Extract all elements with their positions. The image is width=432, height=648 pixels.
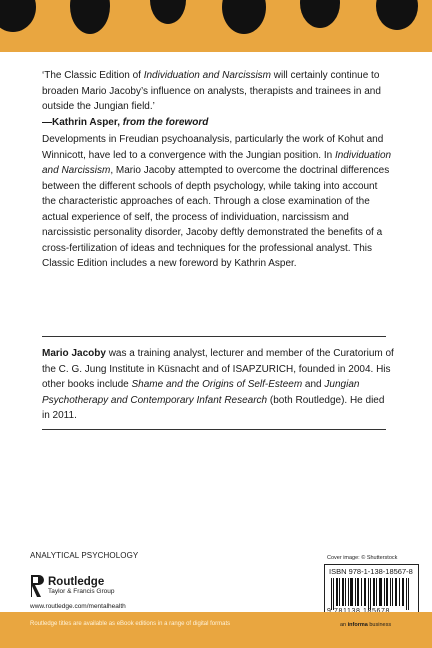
publisher-website: www.routledge.com/mentalhealth [30,603,126,610]
divider-top [42,336,386,337]
attribution-source: from the foreword [122,116,209,128]
informa-business-note [340,622,391,628]
pattern-shape [376,0,418,30]
publisher-name: Routledge [48,576,105,588]
top-pattern-band [0,0,432,52]
bio-book-1: Shame and the Origins of Self-Esteem [131,379,303,390]
pattern-shape [70,0,110,34]
description-book-title: Individuation and Narcissism [42,149,392,176]
author-bio [42,346,394,424]
pattern-shape [150,0,186,24]
quote-attribution [42,117,208,128]
bio-book-2: Jungian Psychotherapy and Contemporary Infant Research [42,379,360,406]
description-text: Developments in Freudian psychoanalysis, particularly the work of Kohut and Winnicott, have led to a convergence with the Jungian position. In [42,134,384,161]
pattern-shape [300,0,340,28]
publisher-logo [30,574,114,598]
endorsement-quote [42,68,394,130]
isbn-number: ISBN 978-1-138-18567-8 [329,567,413,576]
pattern-shape [0,0,36,32]
attribution-name: —Kathrin Asper, [42,116,123,128]
bio-text-end: (both Routledge). He died in 2011. [42,394,385,421]
book-description [42,132,394,272]
note-prefix: an [340,622,348,628]
divider-bottom [42,429,386,430]
cover-image-credit: Cover image: © Shutterstock [327,555,398,561]
ebook-availability-note: Routledge titles are available as eBook editions in a range of digital formats [30,621,231,627]
author-name: Mario Jacoby [42,348,106,359]
informa-brand: informa [347,622,368,628]
routledge-logo-icon [30,574,44,598]
description-text-rest: , Mario Jacoby attempted to overcome the doctrinal differences between the different schools of depth psychology, while taking into account the characteristic approaches of each. Through a close examination of the actual experience of self, the process of individuation, narcissism and narcissistic personality disorder, Jacoby deftly demonstrated the benefits of a cross-fertilization of ideas and techniques for the professional analyst. This Classic Edition includes a new foreword by Kathrin Asper. [42,165,390,269]
pattern-shape [222,0,266,34]
bio-text: was a training analyst, lecturer and member of the Curatorium of the C. G. Jung Institute in Küsnacht and of ISAPZURICH, founded in 2004. His other books include [42,348,394,390]
quote-text-rest: will certainly continue to broaden Mario Jacoby’s influence on analysts, therapists and trainees in and outside the Jungian field.’ [42,70,381,112]
subject-category: ANALYTICAL PSYCHOLOGY [30,551,139,560]
quote-text: ‘The Classic Edition of [42,70,144,81]
bio-and: and [302,379,325,390]
publisher-group: Taylor & Francis Group [48,588,115,595]
barcode-icon [329,578,413,610]
bottom-band [0,612,432,648]
quote-book-title: Individuation and Narcissism [143,70,271,81]
note-suffix: business [367,622,392,628]
